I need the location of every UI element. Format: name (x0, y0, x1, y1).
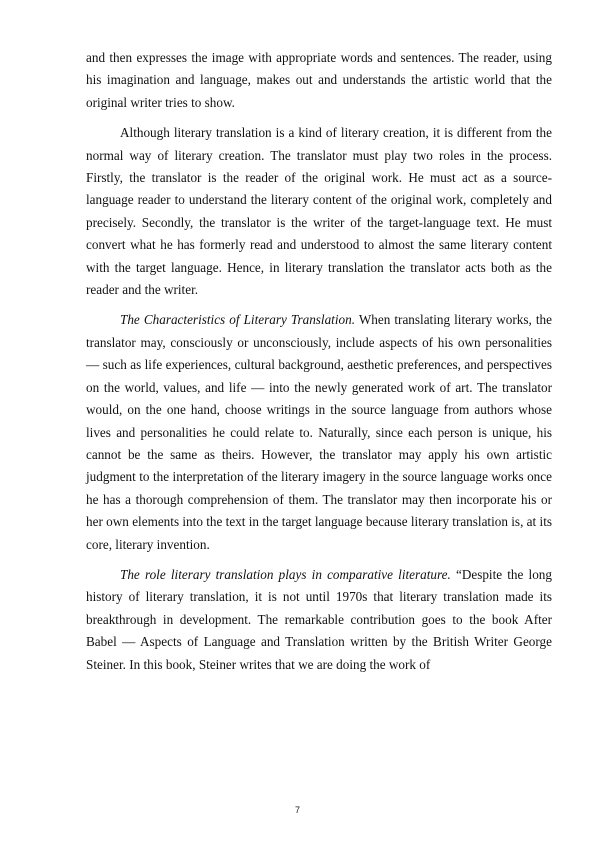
paragraph-3 (86, 309, 552, 555)
paragraph-2 (86, 122, 552, 301)
paragraph-4-heading: The role literary translation plays in comparative literature. (120, 566, 451, 582)
paragraph-3-heading: The Characteristics of Literary Translation. (120, 312, 355, 328)
paragraph-2-text: Although literary translation is a kind of literary creation, it is different from the normal way of literary creation. The translator must play two roles in the process. Firstly, the translator is the reader of the original work. He must act as a source-language reader to understand the literary content of the original work, completely and precisely. Secondly, the translator is the writer of the target-language text. He must convert what he has formerly read and understood to almost the same literary content with the target language. Hence, in literary translation the translator acts both as the reader and the writer. (86, 125, 552, 298)
paragraph-4 (86, 564, 552, 676)
paragraph-3-text: When translating literary works, the translator may, consciously or unconsciously, include aspects of his own personalities — such as life experiences, cultural background, aesthetic preferences, and perspectives on the world, values, and life — into the newly generated work of art. The translator would, on the one hand, choose writings in the source language from authors whose lives and personalities he could relate to. Naturally, since each person is unique, his cannot be the same as theirs. However, the translator may apply his own artistic judgment to the interpretation of the literary imagery in the source language works once he has a thorough comprehension of them. The translator may then incorporate his or her own elements into the text in the target language because literary translation is, at its core, literary invention. (86, 312, 552, 552)
paragraph-4-text: “Despite the long history of literary translation, it is not until 1970s that literary translation made its breakthrough in development. The remarkable contribution goes to the book After Babel — Aspects of Language and Translation written by the British Writer George Steiner. In this book, Steiner writes that we are doing the work of (86, 566, 552, 672)
paragraph-1 (86, 47, 552, 114)
document-page (86, 47, 552, 684)
page-number: 7 (294, 805, 300, 815)
paragraph-1-text: and then expresses the image with appropriate words and sentences. The reader, using his imagination and language, makes out and understands the artistic world that the original writer tries to show. (86, 50, 552, 110)
